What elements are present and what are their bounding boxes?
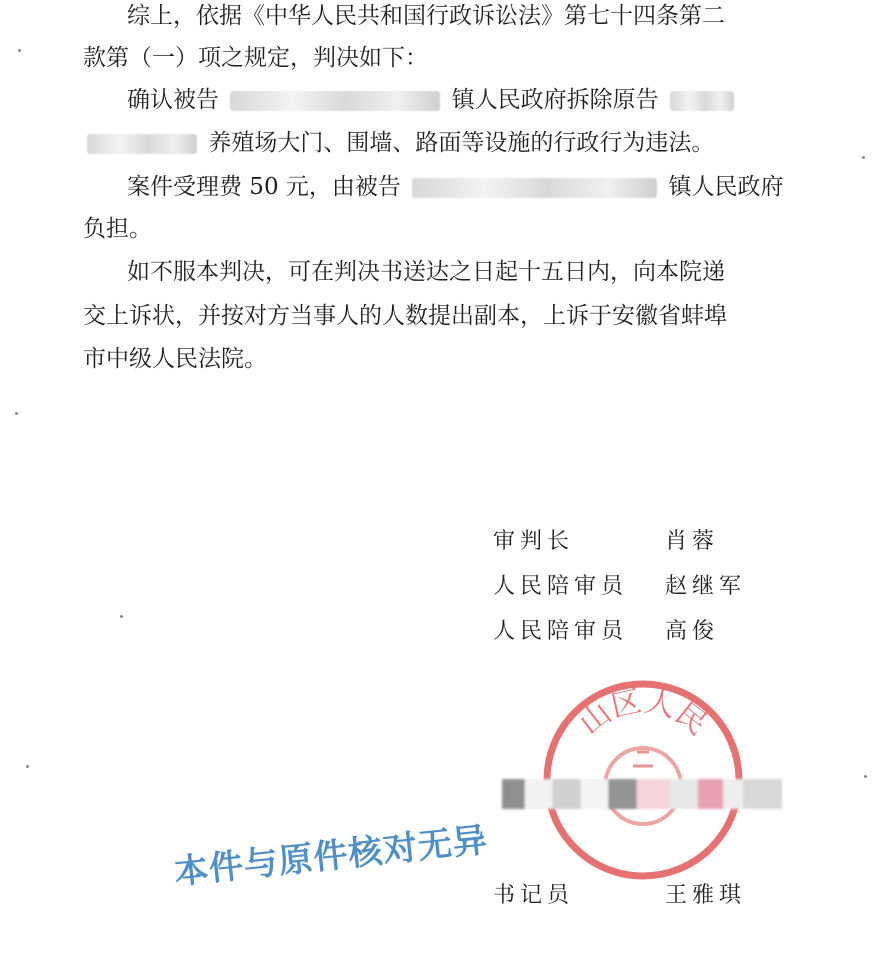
defendant-prefix: 确认被告: [127, 87, 219, 113]
appeal-text-line-1: 如不服本判决，可在判决书送达之日起十五日内，向本院递: [127, 259, 725, 285]
redacted-date: [502, 779, 782, 809]
signature-role: 人民陪审员: [493, 619, 629, 644]
violation-text: 养殖场大门、围墙、路面等设施的行政行为违法。: [208, 130, 715, 156]
judgment-line-2: [83, 47, 428, 70]
signature-name: 高俊: [665, 619, 720, 644]
scan-speck: [862, 156, 865, 159]
scan-speck: [120, 615, 123, 618]
judgment-line-4: [83, 132, 714, 155]
scan-speck: [15, 412, 18, 415]
seal-text: 山区人民: [573, 683, 714, 743]
scan-speck: [18, 49, 21, 52]
verification-stamp: 本件与原件核对无异: [172, 820, 490, 893]
judgment-line-3: [127, 89, 738, 112]
fee-end-text: 负担。: [83, 216, 152, 242]
signature-name: 肖蓉: [665, 529, 720, 554]
signature-presiding-judge: [493, 524, 719, 555]
defendant-role-text: 镇人民政府拆除原告: [451, 87, 659, 113]
scan-speck: [26, 765, 29, 768]
judgment-line-7: [127, 261, 725, 284]
signature-clerk: [493, 878, 746, 909]
signature-name: 赵继军: [665, 574, 747, 599]
judgment-text-line-2: 款第（一）项之规定，判决如下：: [83, 45, 428, 71]
signature-juror-1: [493, 569, 746, 600]
signature-juror-2: [493, 614, 719, 645]
redacted-defendant-name: [230, 91, 440, 111]
judgment-line-6: [83, 218, 152, 241]
scan-speck: [864, 775, 867, 778]
signature-role: 人民陪审员: [493, 574, 629, 599]
judgment-line-8: [83, 305, 727, 328]
fee-payer-text: 镇人民政府: [668, 174, 784, 200]
redacted-farm-name: [87, 134, 197, 154]
judgment-line-9: [83, 348, 267, 371]
signature-role: 书记员: [493, 883, 575, 908]
appeal-text-line-3: 市中级人民法院。: [83, 346, 267, 372]
signature-role: 审判长: [493, 529, 575, 554]
redacted-plaintiff-name: [670, 91, 734, 111]
judgment-line-5: [127, 176, 784, 199]
judgment-text-line-1: 综上，依据《中华人民共和国行政诉讼法》第七十四条第二: [127, 3, 725, 29]
fee-text: 案件受理费 50 元，由被告: [127, 174, 401, 200]
judgment-line-1: [127, 5, 725, 28]
appeal-text-line-2: 交上诉状，并按对方当事人的人数提出副本，上诉于安徽省蚌埠: [83, 303, 727, 329]
redacted-fee-defendant: [412, 178, 657, 198]
signature-name: 王雅琪: [665, 883, 747, 908]
svg-text:山区人民: [573, 684, 714, 742]
